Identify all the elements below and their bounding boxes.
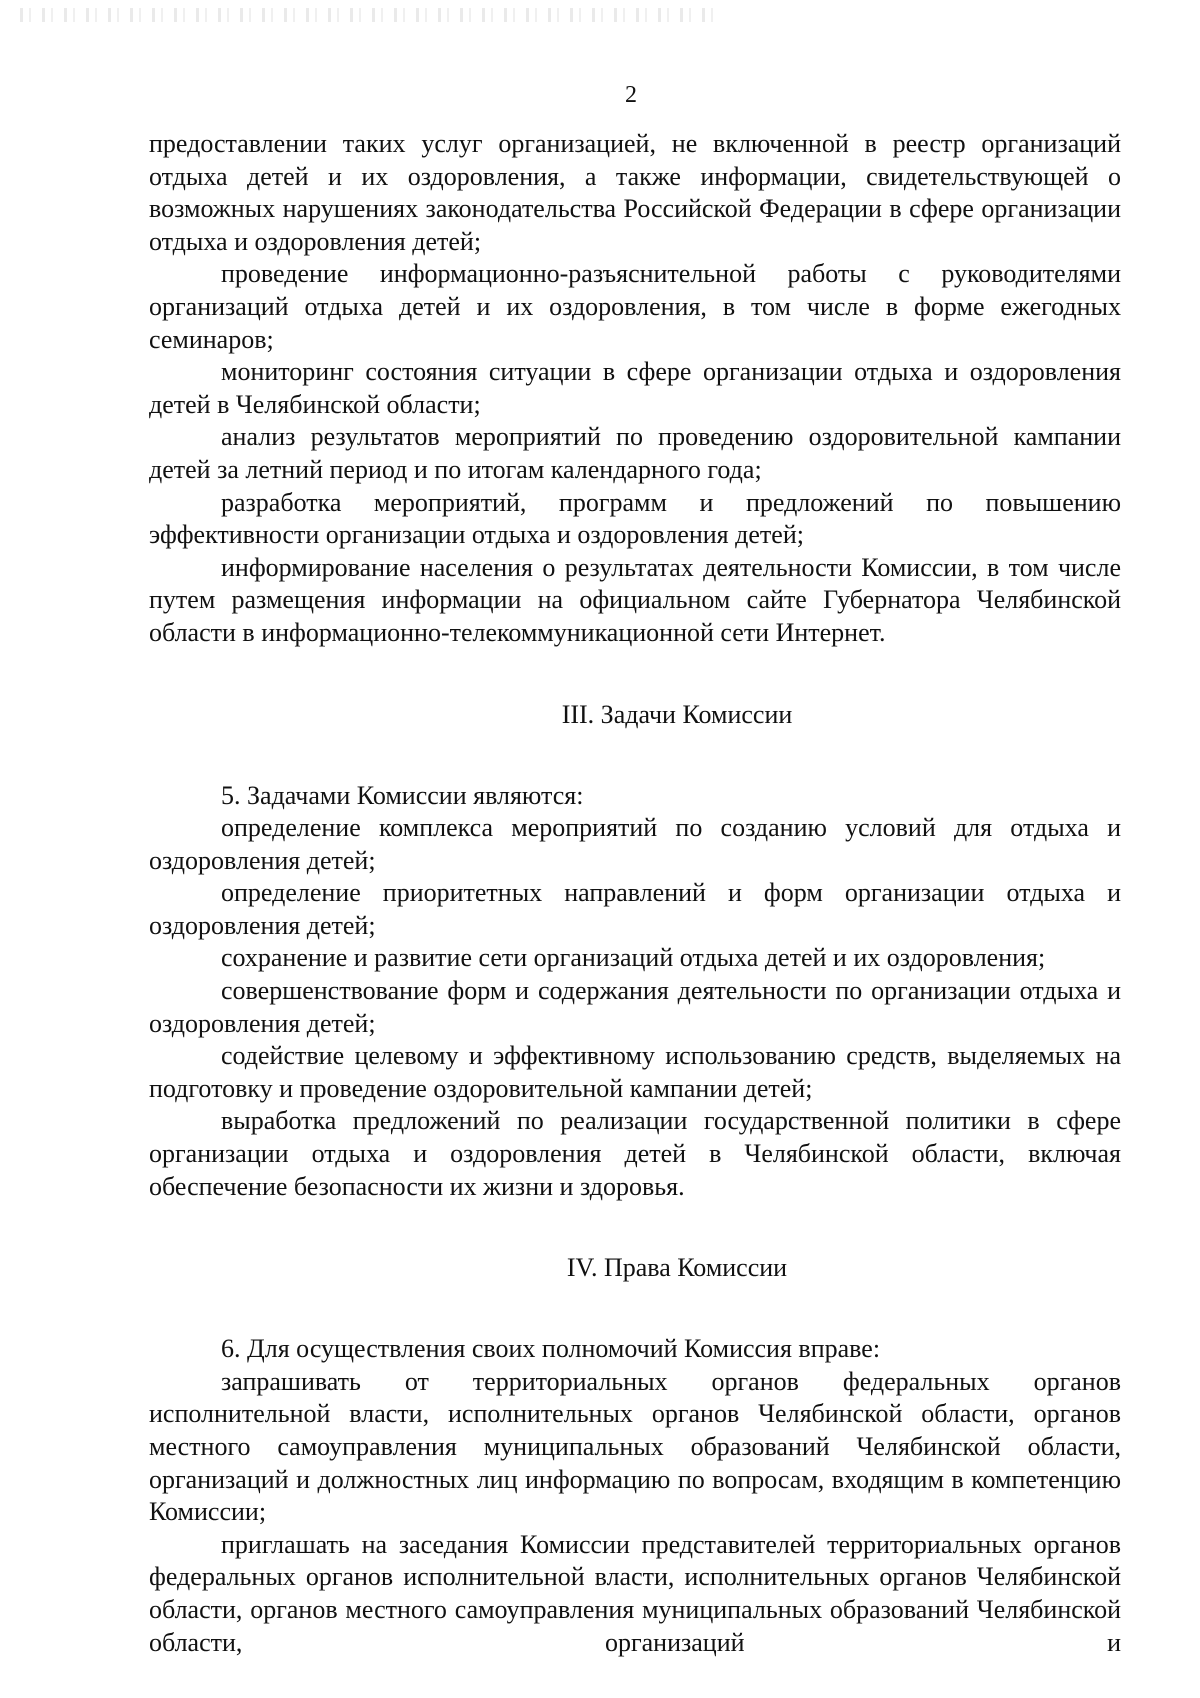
paragraph: 5. Задачами Комиссии являются: [221, 780, 584, 810]
paragraph: содействие целевому и эффективному использованию средств, выделяемых на подготовку и проведение оздоровительной кампании детей; [149, 1041, 1121, 1103]
paragraph: сохранение и развитие сети организаций отдыха детей и их оздоровления; [221, 943, 1046, 973]
paragraph: проведение информационно-разъяснительной работы с руководителями организаций отдыха детей и их оздоровления, в том числе в форме ежегодных семинаров; [149, 259, 1121, 354]
paragraph: анализ результатов мероприятий по проведению оздоровительной кампании детей за летний период и по итогам календарного года; [149, 422, 1121, 484]
paragraph: 6. Для осуществления своих полномочий Комиссия вправе: [221, 1334, 881, 1364]
paragraph: выработка предложений по реализации государственной политики в сфере организации отдыха и оздоровления детей в Челябинской области, включая обеспечение безопасности их жизни и здоровья. [149, 1106, 1121, 1201]
page-number: 2 [625, 82, 637, 108]
paragraph: определение комплекса мероприятий по созданию условий для отдыха и оздоровления детей; [149, 813, 1121, 875]
section-heading-tasks: III. Задачи Комиссии [561, 699, 793, 729]
paragraph: предоставлении таких услуг организацией, не включенной в реестр организаций отдыха детей и их оздоровления, а также информации, свидетельствующей о возможных нарушениях законодательства Российской Федерации в сфере организации отдыха и оздоровления детей; [149, 129, 1121, 256]
document-body [149, 128, 1121, 1659]
paragraph: разработка мероприятий, программ и предложений по повышению эффективности организации отдыха и оздоровления детей; [149, 487, 1121, 550]
paragraph: мониторинг состояния ситуации в сфере организации отдыха и оздоровления детей в Челябинской области; [149, 357, 1121, 419]
section-heading-rights: IV. Права Комиссии [566, 1253, 788, 1283]
paragraph: приглашать на заседания Комиссии представителей территориальных органов федеральных органов исполнительной власти, исполнительных органов Челябинской области, органов местного самоуправления муниципальных образований Челябинской области, организаций и [149, 1529, 1121, 1657]
paragraph: запрашивать от территориальных органов федеральных органов исполнительной власти, исполнительных органов Челябинской области, органов местного самоуправления муниципальных образований Челябинской области, организаций и должностных лиц информацию по вопросам, входящим в компетенцию Комиссии; [149, 1366, 1121, 1527]
paragraph: информирование населения о результатах деятельности Комиссии, в том числе путем размещения информации на официальном сайте Губернатора Челябинской области в информационно-телекоммуникационной сети Интернет. [149, 552, 1121, 647]
paragraph: совершенствование форм и содержания деятельности по организации отдыха и оздоровления детей; [149, 976, 1121, 1038]
paragraph: определение приоритетных направлений и форм организации отдыха и оздоровления детей; [149, 878, 1121, 940]
scan-artifact [20, 8, 720, 22]
